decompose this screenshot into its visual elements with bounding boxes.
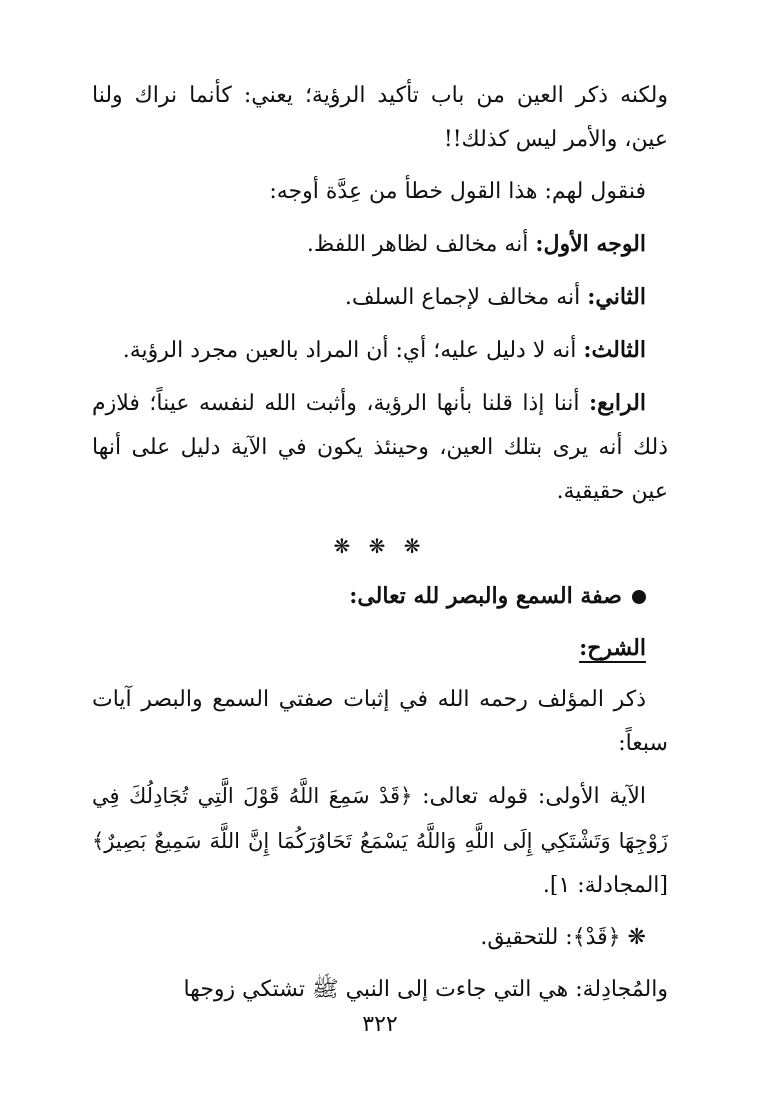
third-aspect-label: الثالث: — [583, 337, 646, 363]
paragraph-qad-note: ❋ ﴿قَدْ﴾: للتحقيق. — [480, 925, 646, 950]
paragraph-first-verse — [92, 774, 668, 908]
commentary-label: الشرح: — [579, 635, 646, 661]
verse-reference: [المجادلة: ١]. — [542, 873, 668, 898]
first-aspect-label: الوجه الأول: — [535, 231, 646, 257]
section-divider: ❋ ❋ ❋ — [333, 534, 427, 558]
first-verse-intro: الآية الأولى: قوله تعالى: — [412, 784, 646, 809]
quran-verse: ﴿قَدْ سَمِعَ اللَّهُ قَوْلَ الَّتِي تُجَادِلُكَ فِي زَوْجِهَا وَتَشْتَكِي إِلَى اللَّهِ وَاللَّهُ يَسْمَعُ تَحَاوُرَكُمَا إِنَّ اللَّهَ سَمِيعٌ بَصِيرٌ﴾ — [92, 784, 668, 853]
section-heading-text: صفة السمع والبصر لله تعالى: — [349, 583, 622, 609]
page-number: ٣٢٢ — [362, 1012, 398, 1037]
paragraph-second-aspect — [92, 275, 668, 320]
paragraph-eye-interpretation: ولكنه ذكر العين من باب تأكيد الرؤية؛ يعني: كأنما نراك ولنا عين، والأمر ليس كذلك!! — [92, 83, 668, 152]
paragraph-mujadila: والمُجادِلة: هي التي جاءت إلى النبي ﷺ تشتكي زوجها — [183, 977, 668, 1002]
paragraph-fourth-aspect — [92, 381, 668, 514]
paragraph-refutation-intro: فنقول لهم: هذا القول خطأ من عِدَّة أوجه: — [269, 179, 646, 204]
first-aspect-text: أنه مخالف لظاهر اللفظ. — [306, 232, 536, 257]
third-aspect-text: أنه لا دليل عليه؛ أي: أن المراد بالعين مجرد الرؤية. — [122, 338, 584, 363]
bullet-icon — [632, 590, 646, 604]
paragraph-seven-verses: ذكر المؤلف رحمه الله في إثبات صفتي السمع والبصر آيات سبعاً: — [92, 687, 668, 756]
paragraph-third-aspect — [92, 328, 668, 373]
section-heading — [92, 574, 668, 618]
paragraph-first-aspect — [92, 222, 668, 267]
second-aspect-text: أنه مخالف لإجماع السلف. — [344, 285, 588, 310]
second-aspect-label: الثاني: — [587, 284, 646, 310]
page-body — [92, 74, 668, 1020]
fourth-aspect-label: الرابع: — [588, 390, 646, 416]
fourth-aspect-text: أننا إذا قلنا بأنها الرؤية، وأثبت الله لنفسه عيناً؛ فلازم ذلك أنه يرى بتلك العين، وحينئذ يكون في الآية دليل على أنها عين حقيقية. — [92, 391, 668, 504]
